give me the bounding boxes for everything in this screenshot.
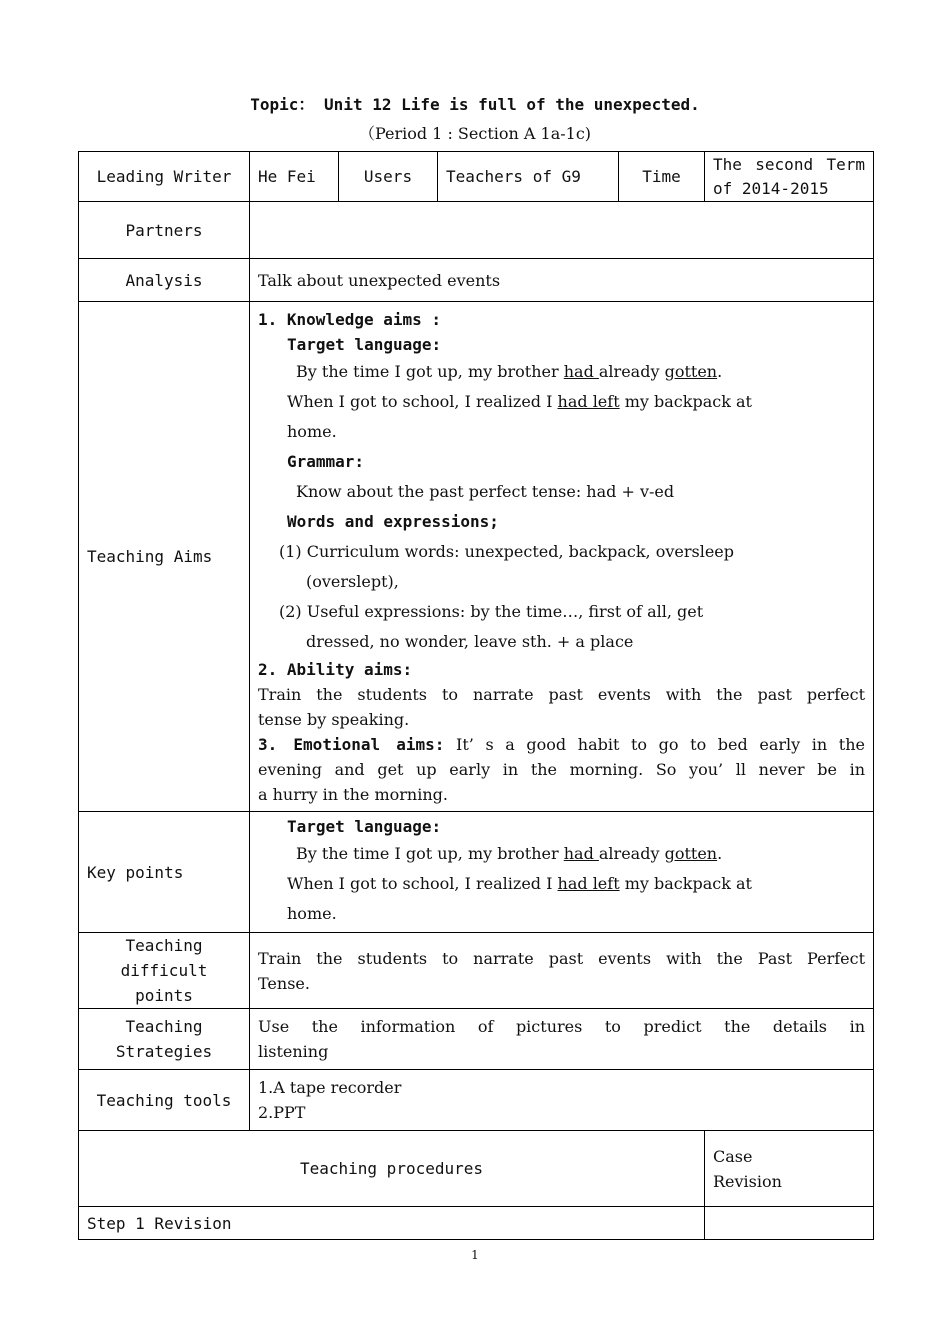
curriculum-words: (1) Curriculum words: unexpected, backpack, oversleep xyxy=(279,542,734,561)
difficult-points-content: Train the students to narrate past events with the Past Perfect Tense. xyxy=(250,933,874,1009)
info-row xyxy=(79,152,874,202)
tool-item: 1.A tape recorder xyxy=(258,1078,402,1097)
example-sentence-2: When I got to school, I realized I had left my backpack at xyxy=(287,392,752,411)
example-sentence-2-cont: home. xyxy=(287,422,337,441)
teaching-aims-content xyxy=(250,302,874,812)
key-example-sentence-2: When I got to school, I realized I had left my backpack at xyxy=(287,874,752,893)
step1-right xyxy=(705,1207,874,1240)
key-points-label: Key points xyxy=(79,812,250,933)
target-language-heading: Target language: xyxy=(287,335,442,354)
grammar-heading: Grammar: xyxy=(287,452,365,471)
step1-label: Step 1 Revision xyxy=(79,1207,705,1240)
page-number: 1 xyxy=(471,1248,479,1262)
example-sentence-1: By the time I got up, my brother had already gotten. xyxy=(296,362,723,381)
key-points-content xyxy=(250,812,874,933)
analysis-value: Talk about unexpected events xyxy=(250,259,874,302)
useful-expressions-cont: dressed, no wonder, leave sth. + a place xyxy=(306,632,634,651)
users-value: Teachers of G9 xyxy=(438,152,619,202)
strategies-content: Use the information of pictures to predict the details in listening xyxy=(250,1009,874,1070)
document-subtitle: （Period 1 : Section A 1a-1c) xyxy=(358,124,592,143)
key-target-language-heading: Target language: xyxy=(287,817,442,836)
words-heading: Words and expressions; xyxy=(287,512,499,531)
ability-aims-heading: 2. Ability aims: xyxy=(258,660,413,679)
procedures-row xyxy=(79,1131,874,1207)
partners-value xyxy=(250,202,874,259)
tools-label: Teaching tools xyxy=(79,1070,250,1131)
key-example-sentence-1: By the time I got up, my brother had already gotten. xyxy=(296,844,723,863)
strategies-label: Teaching Strategies xyxy=(79,1009,250,1070)
leading-writer-label: Leading Writer xyxy=(79,152,250,202)
partners-label: Partners xyxy=(79,202,250,259)
tools-content xyxy=(250,1070,874,1131)
partners-row xyxy=(79,202,874,259)
tools-row xyxy=(79,1070,874,1131)
ability-aims-line1: Train the students to narrate past events with the past perfect xyxy=(258,685,865,704)
grammar-text: Know about the past perfect tense: had + v-ed xyxy=(296,482,675,501)
analysis-label: Analysis xyxy=(79,259,250,302)
tool-item: 2.PPT xyxy=(258,1103,306,1122)
time-label: Time xyxy=(619,152,705,202)
users-label: Users xyxy=(339,152,438,202)
time-value xyxy=(705,152,874,202)
knowledge-aims-heading: 1. Knowledge aims : xyxy=(258,310,442,329)
key-points-row xyxy=(79,812,874,933)
difficult-points-label: Teaching difficult points xyxy=(79,933,250,1009)
difficult-points-row xyxy=(79,933,874,1009)
document-title: Topic： Unit 12 Life is full of the unexpected. xyxy=(250,95,700,114)
step1-row xyxy=(79,1207,874,1240)
emotional-aims-heading: 3. Emotional aims: xyxy=(258,735,445,754)
time-value-line1: The second Term xyxy=(713,154,865,174)
curriculum-words-cont: (overslept), xyxy=(306,572,399,591)
useful-expressions: (2) Useful expressions: by the time…, first of all, get xyxy=(279,602,704,621)
teaching-aims-row xyxy=(79,302,874,812)
emotional-aims-line3: a hurry in the morning. xyxy=(258,785,448,804)
leading-writer-value: He Fei xyxy=(250,152,339,202)
ability-aims-line2: tense by speaking. xyxy=(258,710,410,729)
key-example-sentence-2-cont: home. xyxy=(287,904,337,923)
case-revision: Case Revision xyxy=(705,1131,874,1207)
analysis-row xyxy=(79,259,874,302)
emotional-aims-line2: evening and get up early in the morning. So you’ ll never be in xyxy=(258,760,865,779)
strategies-row xyxy=(79,1009,874,1070)
procedures-label: Teaching procedures xyxy=(79,1131,705,1207)
emotional-aims-line1: 3. Emotional aims: It’ s a good habit to go to bed early in the xyxy=(258,735,865,754)
time-value-line2: of 2014-2015 xyxy=(713,178,829,198)
teaching-aims-label: Teaching Aims xyxy=(79,302,250,812)
lesson-plan-table xyxy=(78,151,874,1240)
